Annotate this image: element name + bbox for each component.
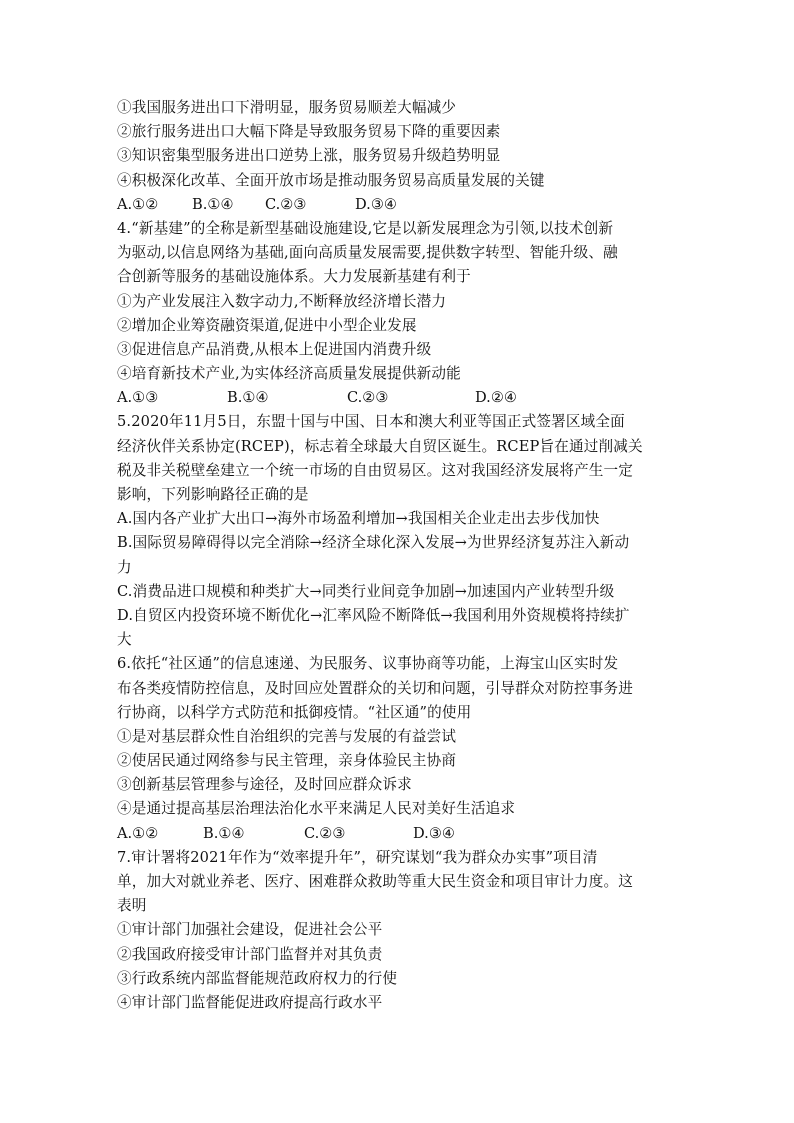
q5-choice-b-cont: 力 — [117, 558, 132, 576]
q3-item-2: ②旅行服务进出口大幅下降是导致服务贸易下降的重要因素 — [117, 123, 501, 141]
question-6 — [117, 652, 677, 846]
q6-item-2: ②使居民通过网络参与民主管理，亲身体验民主协商 — [117, 752, 457, 770]
q4-item-4: ④培育新技术产业,为实体经济高质量发展提供新动能 — [117, 365, 461, 383]
q4-stem-line-1: 4.“新基建”的全称是新型基础设施建设,它是以新发展理念为引领,以技术创新 — [117, 219, 614, 237]
q3-item-4: ④积极深化改革、全面开放市场是推动服务贸易高质量发展的关键 — [117, 171, 545, 189]
q3-option-d: D.③④ — [355, 195, 397, 213]
q6-option-a: A.①② — [117, 824, 159, 842]
question-4 — [117, 217, 677, 411]
q3-option-a: A.①② — [117, 195, 159, 213]
q5-choice-a: A.国内各产业扩大出口→海外市场盈利增加→我国相关企业走出去步伐加快 — [117, 510, 600, 528]
q6-item-1: ①是对基层群众性自治组织的完善与发展的有益尝试 — [117, 727, 457, 745]
q3-option-c: C.②③ — [265, 195, 307, 213]
q5-stem-line-2: 经济伙伴关系协定(RCEP)，标志着全球最大自贸区诞生。RCEP旨在通过削减关 — [117, 437, 643, 455]
q3-option-b: B.①④ — [192, 195, 234, 213]
q3-item-3: ③知识密集型服务进出口逆势上涨，服务贸易升级趋势明显 — [117, 147, 501, 165]
q7-item-4: ④审计部门监督能促进政府提高行政水平 — [117, 993, 383, 1011]
q4-option-d: D.②④ — [475, 389, 517, 407]
q4-item-1: ①为产业发展注入数字动力,不断释放经济增长潜力 — [117, 292, 447, 310]
q4-option-b: B.①④ — [227, 389, 269, 407]
q7-item-2: ②我国政府接受审计部门监督并对其负责 — [117, 945, 383, 963]
q6-item-3: ③创新基层管理参与途径，及时回应群众诉求 — [117, 776, 412, 794]
q4-stem-line-2: 为驱动,以信息网络为基础,面向高质量发展需要,提供数字转型、智能升级、融 — [117, 244, 618, 262]
q4-options — [117, 386, 677, 410]
q6-stem-line-1: 6.依托“社区通”的信息速递、为民服务、议事协商等功能，上海宝山区实时发 — [117, 655, 619, 673]
q7-item-3: ③行政系统内部监督能规范政府权力的行使 — [117, 969, 398, 987]
q5-stem-line-3: 税及非关税壁垒建立一个统一市场的自由贸易区。这对我国经济发展将产生一定 — [117, 461, 634, 479]
q5-stem-line-4: 影响，下列影响路径正确的是 — [117, 486, 309, 503]
q4-item-2: ②增加企业筹资融资渠道,促进中小型企业发展 — [117, 316, 417, 334]
q5-choice-d-cont: 大 — [117, 631, 132, 649]
q6-option-c: C.②③ — [304, 824, 346, 842]
question-5 — [117, 410, 677, 652]
q6-option-d: D.③④ — [413, 824, 455, 842]
q3-item-1: ①我国服务进出口下滑明显，服务贸易顺差大幅减少 — [117, 99, 457, 116]
q4-stem-line-3: 合创新等服务的基础设施体系。大力发展新基建有利于 — [117, 268, 471, 286]
question-7 — [117, 846, 677, 1015]
q7-stem-line-1: 7.审计署将2021年作为“效率提升年”，研究谋划“我为群众办实事”项目清 — [117, 848, 598, 866]
q5-choice-c: C.消费品进口规模和种类扩大→同类行业间竞争加剧→加速国内产业转型升级 — [117, 582, 615, 600]
q4-item-3: ③促进信息产品消费,从根本上促进国内消费升级 — [117, 340, 432, 358]
question-3-items — [117, 96, 677, 193]
q6-stem-line-3: 行协商，以科学方式防范和抵御疫情。“社区通”的使用 — [117, 703, 472, 721]
q7-item-1: ①审计部门加强社会建设，促进社会公平 — [117, 921, 383, 939]
q4-option-a: A.①③ — [117, 389, 159, 407]
q6-item-4: ④是通过提高基层治理法治化水平来满足人民对美好生活追求 — [117, 800, 516, 818]
q4-option-c: C.②③ — [347, 389, 389, 407]
exam-page — [117, 96, 677, 1015]
q6-options — [117, 822, 677, 846]
q6-option-b: B.①④ — [203, 824, 245, 842]
q3-options — [117, 193, 677, 217]
q5-choice-d: D.自贸区内投资环境不断优化→汇率风险不断降低→我国利用外资规模将持续扩 — [117, 606, 630, 624]
q5-stem-line-1: 5.2020年11月5日，东盟十国与中国、日本和澳大利亚等国正式签署区域全面 — [117, 413, 625, 431]
q6-stem-line-2: 布各类疫情防控信息，及时回应处置群众的关切和问题，引导群众对防控事务进 — [117, 679, 634, 697]
q7-stem-line-3: 表明 — [117, 897, 147, 915]
q5-choice-b: B.国际贸易障碍得以完全消除→经济全球化深入发展→为世界经济复苏注入新动 — [117, 534, 630, 552]
q7-stem-line-2: 单，加大对就业养老、医疗、困难群众救助等重大民生资金和项目审计力度。这 — [117, 873, 634, 890]
